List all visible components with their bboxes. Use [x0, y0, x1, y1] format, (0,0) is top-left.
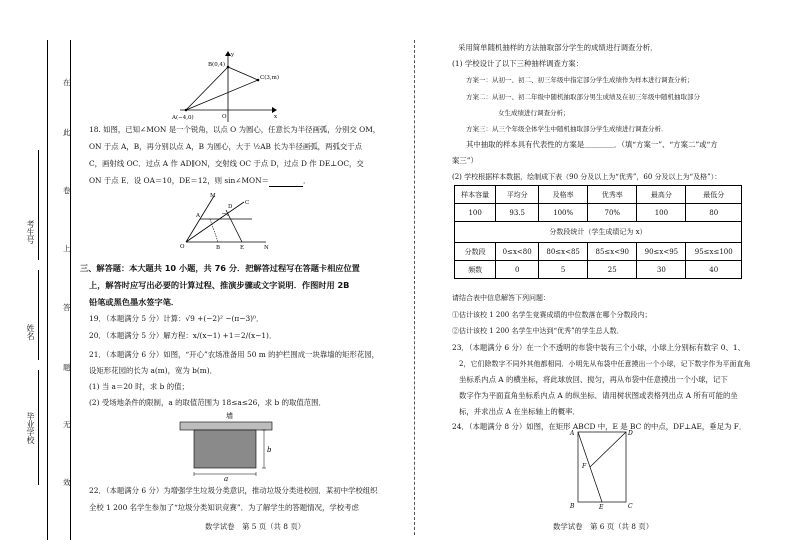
fig18-label-m: M	[210, 193, 216, 199]
q23-line-4: 数字作为平面直角坐标系内点 A 的纵坐标．请用树状图或表格列出点 A 所有可能的坐	[459, 391, 738, 400]
q23-line-5: 标，并求出点 A 在坐标轴上的概率．	[459, 407, 580, 416]
fig21-label-a: a	[224, 475, 229, 483]
name-line[interactable]	[38, 270, 39, 360]
table-header-cell: 优秀率	[588, 186, 637, 204]
table-cell: 85≤x<90	[588, 243, 637, 261]
fig18-label-n: N	[264, 245, 269, 251]
table-header-cell: 样本容量	[455, 186, 496, 204]
fig18-label-o: O	[180, 244, 185, 250]
page-divider	[414, 40, 415, 535]
seal-char: 无	[63, 420, 71, 429]
section-3-line-2: 上，解答时应写出必要的计算过程、推演步骤或文字说明．作图时用 2B	[89, 280, 350, 290]
fig17-label-y: y	[231, 52, 235, 58]
q21-line-4: (2) 受场地条件的限制，a 的取值范围为 18≤a≤26，求 b 的取值范围．	[89, 398, 326, 407]
fig24-label-f: F	[582, 463, 587, 470]
q22-line-2: 全校 1 200 名学生参加了“垃圾分类知识竞赛”．为了解学生的答题情况，学校考虑	[89, 503, 359, 512]
figure-q17	[172, 52, 290, 124]
q18-line-4-text: ON 于点 E．设 OA＝10，DE＝12，则 sin∠MON＝	[89, 176, 269, 185]
table-cell: 100%	[539, 204, 588, 222]
fig17-label-a: A(−4,0)	[172, 115, 194, 121]
table-cell: 95≤x≤100	[686, 243, 742, 261]
q22-part-2: (2) 学校根据样本数据，绘制成下表（90 分及以上为“优秀”，60 分及以上为“及格”）：	[452, 173, 722, 181]
q21-line-2: 设矩形花园的长为 a(m)，宽为 b(m)．	[89, 366, 218, 375]
table-cell: 25	[588, 261, 637, 279]
table-cell: 70%	[588, 204, 637, 222]
table-header-cell: 及格率	[539, 186, 588, 204]
fig18-label-b: B	[216, 245, 221, 251]
seal-char: 此	[63, 128, 71, 137]
q22-plan-1: 方案一：从初一、初二、初三年级中指定部分学生成绩作为样本进行调查分析；	[466, 76, 694, 84]
figure-q21	[180, 412, 280, 483]
q22-after-2: ①估计该校 1 200 名学生竞赛成绩的中位数落在哪个分数段内；	[452, 311, 652, 319]
question-19: 19．（本题满分 5 分）计算：√9 +(−2)² −(π−3)⁰．	[89, 314, 264, 323]
seal-char: 答	[63, 303, 71, 312]
fig24-label-e: E	[599, 504, 604, 511]
q21-line-3: (1) 当 a＝20 时，求 b 的值；	[89, 382, 189, 391]
table-cell: 0	[496, 261, 539, 279]
table-cell: 5	[539, 261, 588, 279]
q22-plan-3: 方案三：从三个年级全体学生中随机抽取部分学生成绩进行调查分析．	[466, 125, 668, 133]
stats-table	[454, 185, 742, 279]
table-row	[455, 186, 742, 204]
q18-line-1: 18. 如图，已知∠MON 是一个锐角，以点 O 为圆心，任意长为半径画弧，分别交 OM，	[89, 125, 381, 134]
footer-left: 数学试卷 第 5 页（共 8 页）	[205, 522, 306, 531]
q22-plan-2a: 方案二：从初一、初二年级中随机抽取部分男生成绩及在初三年级中随机抽取部分	[466, 93, 700, 101]
exam-no-label: 考生号	[26, 220, 35, 244]
seal-char: 题	[63, 363, 71, 372]
margin-line-2	[70, 40, 71, 540]
q18-answer-blank[interactable]	[269, 176, 303, 187]
fig17-label-x: x	[274, 114, 278, 120]
table-row	[455, 243, 742, 261]
fig18-label-a: A	[196, 213, 200, 219]
school-line[interactable]	[38, 370, 39, 485]
fig21-wall-label: 墙	[226, 412, 233, 420]
fig24-label-c: C	[628, 503, 633, 510]
section-3-line-3: 铅笔或黑色墨水签字笔．	[89, 297, 180, 307]
q23-line-3: 坐标系内点 A 的横坐标，将此球放回、搅匀，再从布袋中任意摸出一个小球，记下	[459, 375, 728, 384]
seal-char: 在	[63, 78, 71, 87]
q23-line-2: 2，它们除数字不同外其他都相同．小明先从布袋中任意摸出一个小球，记下数字作为平面直角	[459, 360, 751, 368]
table-row	[455, 204, 742, 222]
q22-plan-2b: 女生成绩进行调查分析；	[498, 109, 570, 117]
q22-q1-line-1: 其中抽取的样本具有代表性的方案是＿＿＿＿．（填“方案一”、“方案二”或“方	[466, 140, 718, 149]
fig17-label-b: B(0,4)	[208, 62, 226, 68]
table-cell: 100	[637, 204, 686, 222]
seal-char: 上	[63, 244, 71, 253]
table-subtitle: 分数段统计（学生成绩记为 x）	[455, 222, 742, 243]
fig18-label-c: C	[245, 200, 250, 206]
table-cell: 80	[686, 204, 742, 222]
figure-q24	[570, 430, 640, 510]
fig24-label-a: A	[570, 430, 575, 437]
fig21-label-b: b	[267, 446, 272, 454]
fig18-label-e: E	[240, 245, 245, 251]
table-row	[455, 222, 742, 243]
name-label: 姓名	[26, 324, 35, 340]
school-label: 毕业学校	[26, 412, 35, 444]
table-cell: 90≤x<95	[637, 243, 686, 261]
fig24-label-b: B	[570, 503, 575, 510]
section-3-line-1: 三、解答题：本大题共 10 小题，共 76 分．把解答过程写在答题卡相应位置	[80, 263, 360, 273]
exam-no-line[interactable]	[38, 150, 39, 260]
fig17-label-c: C(3,m)	[260, 75, 279, 81]
margin-line	[47, 40, 48, 540]
q22-q1-line-2: 案三”）	[452, 156, 478, 165]
q22-line-1: 22．（本题满分 6 分）为增强学生垃圾分类意识，推动垃圾分类进校园．某初中学校组织	[89, 486, 378, 495]
table-row	[455, 261, 742, 279]
q18-tail: ．	[302, 176, 311, 185]
question-20: 20．（本题满分 5 分）解方程：x/(x−1) +1＝2/(x−1)．	[89, 331, 277, 340]
q22-intro: 采用简单随机抽样的方法抽取部分学生的成绩进行调查分析．	[458, 43, 658, 52]
q23-line-1: 23．（本题满分 6 分）在一个不透明的布袋中装有三个小球，小球上分别标有数字 0、1、	[452, 343, 745, 352]
q18-line-4	[89, 176, 310, 187]
table-cell: 100	[455, 204, 496, 222]
footer-right: 数学试卷 第 6 页（共 8 页）	[553, 522, 654, 531]
table-cell: 80≤x<85	[539, 243, 588, 261]
figure-q18	[180, 192, 270, 251]
table-cell: 0≤x<80	[496, 243, 539, 261]
fig17-label-o: O	[222, 114, 227, 120]
table-cell: 30	[637, 261, 686, 279]
table-cell: 分数段	[455, 243, 496, 261]
table-header-cell: 最低分	[686, 186, 742, 204]
table-header-cell: 平均分	[496, 186, 539, 204]
q21-line-1: 21．（本题满分 6 分）如图，“开心”农场准备用 50 m 的护栏围成一块靠墙的矩形花园，	[89, 350, 380, 359]
question-24: 24．（本题满分 8 分）如图，在矩形 ABCD 中，E 是 BC 的中点，DF⊥AE，垂足为 F．	[452, 422, 747, 431]
table-cell: 93.5	[496, 204, 539, 222]
seal-char: 效	[63, 478, 71, 487]
table-header-cell: 最高分	[637, 186, 686, 204]
fig18-label-d: D	[228, 204, 233, 210]
q22-after-3: ②估计该校 1 200 名学生中达到“优秀”的学生总人数．	[452, 327, 624, 335]
table-cell: 频数	[455, 261, 496, 279]
q22-part-1: (1) 学校设计了以下三种抽样调查方案：	[452, 59, 584, 68]
seal-char: 卷	[63, 186, 71, 195]
q22-after-1: 请结合表中信息解答下列问题：	[452, 294, 550, 302]
q18-line-3: C，画射线 OC．过点 A 作 AD∥ON，交射线 OC 于点 D，过点 D 作 DE⊥OC，交	[89, 159, 364, 168]
q18-line-2: ON 于点 A，B，再分别以点 A，B 为圆心，大于 ½AB 长为半径画弧，两弧交于点	[89, 142, 363, 151]
table-cell: 40	[686, 261, 742, 279]
fig24-label-d: D	[628, 430, 633, 437]
